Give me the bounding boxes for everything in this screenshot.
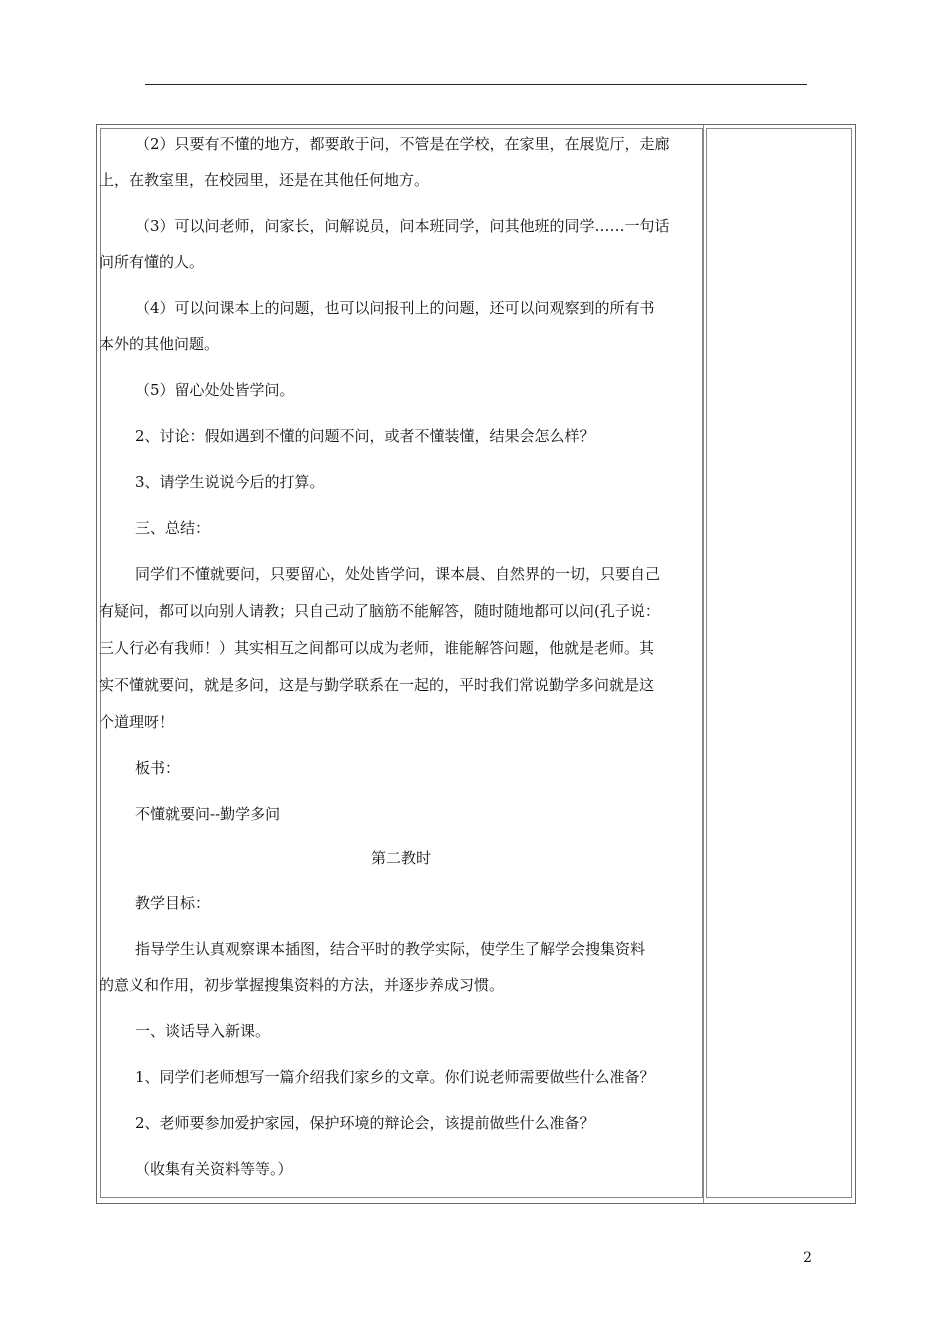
intro-item-1: 1、同学们老师想写一篇介绍我们家乡的文章。你们说老师需要做些什么准备？	[135, 1068, 655, 1086]
board-heading: 板书：	[135, 759, 181, 777]
intro-item-2: 2、老师要参加爱护家园，保护环境的辩论会，该提前做些什么准备？	[135, 1114, 595, 1132]
intro-note: （收集有关资料等等。）	[135, 1160, 293, 1178]
summary-line-2: 有疑问，都可以向别人请教；只自己动了脑筋不能解答，随时随地都可以问(孔子说：	[99, 602, 660, 620]
discussion-item: 2、讨论：假如遇到不懂的问题不问，或者不懂装懂，结果会怎么样？	[135, 427, 595, 445]
summary-line-5: 个道理呀！	[99, 713, 175, 731]
page-number: 2	[803, 1250, 812, 1266]
summary-heading: 三、总结：	[135, 519, 211, 537]
intro-heading: 一、谈话导入新课。	[135, 1022, 271, 1040]
paragraph-3-line-2: 问所有懂的人。	[99, 253, 205, 271]
summary-line-3: 三人行必有我师！）其实相互之间都可以成为老师，谁能解答问题，他就是老师。其	[99, 639, 655, 657]
paragraph-5: （5）留心处处皆学问。	[135, 381, 295, 399]
board-text: 不懂就要问--勤学多问	[135, 805, 281, 823]
objectives-line-2: 的意义和作用，初步掌握搜集资料的方法，并逐步养成习惯。	[99, 976, 505, 994]
section-title: 第二教时	[370, 849, 431, 867]
plan-item: 3、请学生说说今后的打算。	[135, 473, 325, 491]
paragraph-2-line-1: （2）只要有不懂的地方，都要敢于问，不管是在学校，在家里，在展览厅，走廊	[135, 135, 670, 153]
summary-line-1: 同学们不懂就要问，只要留心，处处皆学问，课本晨、自然界的一切，只要自己	[135, 565, 661, 583]
objectives-line-1: 指导学生认真观察课本插图，结合平时的教学实际，使学生了解学会搜集资料	[135, 940, 646, 958]
paragraph-3-line-1: （3）可以问老师，问家长，问解说员，问本班同学，问其他班的同学……一句话	[135, 217, 670, 235]
notes-cell	[706, 128, 852, 1198]
paragraph-4-line-2: 本外的其他问题。	[99, 335, 220, 353]
paragraph-4-line-1: （4）可以问课本上的问题，也可以问报刊上的问题，还可以问观察到的所有书	[135, 299, 655, 317]
summary-line-4: 实不懂就要问，就是多问，这是与勤学联系在一起的，平时我们常说勤学多问就是这	[99, 676, 655, 694]
column-divider	[703, 125, 704, 1203]
paragraph-2-line-2: 上，在教室里，在校园里，还是在其他任何地方。	[99, 171, 430, 189]
header-rule	[145, 84, 807, 85]
lesson-table	[96, 124, 856, 1204]
objectives-heading: 教学目标：	[135, 894, 211, 912]
